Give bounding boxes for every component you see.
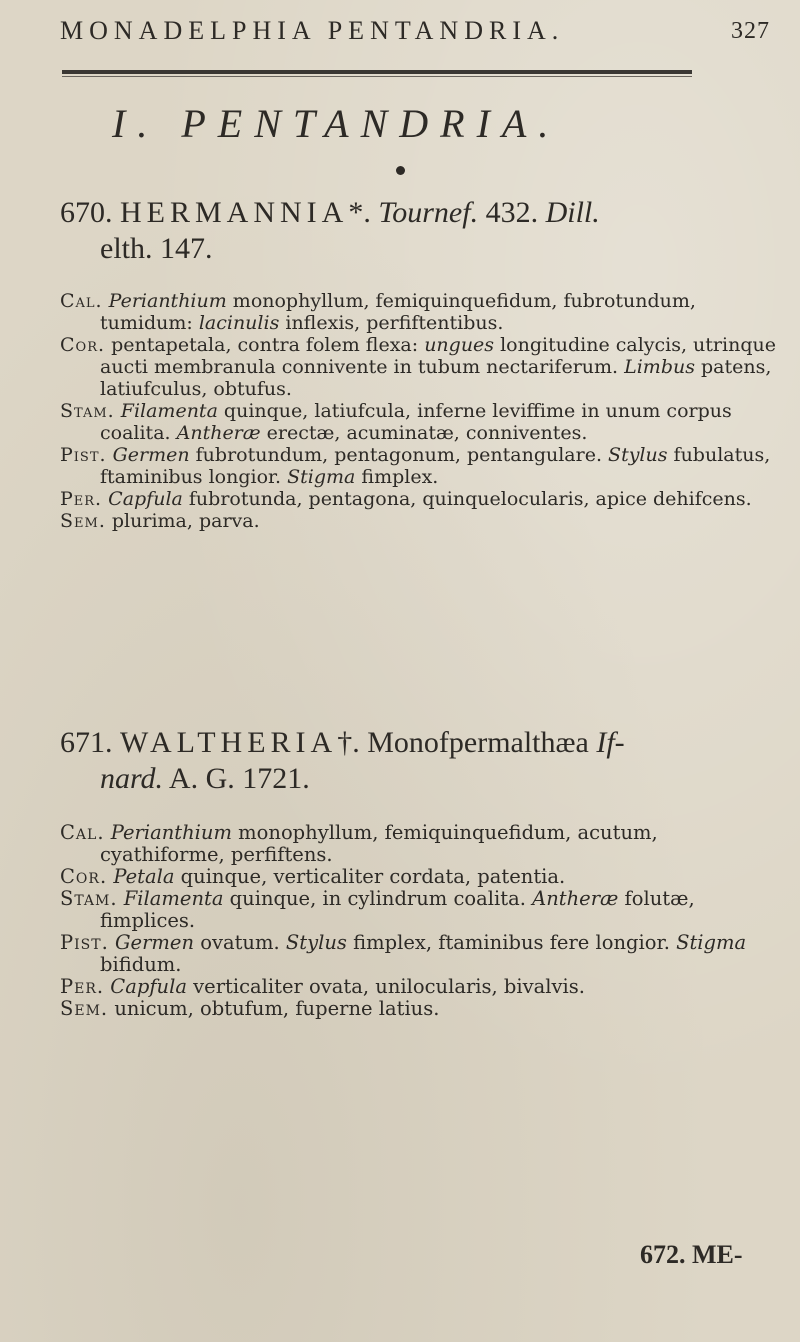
genus-heading <box>60 195 780 267</box>
genus-name: WALTHERIA <box>120 726 338 759</box>
character-pistil: Pist. Germen fubrotundum, pentagonum, pentangulare. Stylus fubulatus, ftaminibus longior. Stigma fimplex. <box>60 444 771 488</box>
genus-characters <box>60 290 780 532</box>
genus-number: 670. <box>60 196 113 229</box>
genus-heading <box>60 725 780 797</box>
character-stamens: Stam. Filamenta quinque, in cylindrum coalita. Antheræ folutæ, fimplices. <box>60 887 695 932</box>
genus-number: 671. <box>60 726 113 759</box>
character-seeds: Sem. plurima, parva. <box>60 510 260 532</box>
character-corolla: Cor. pentapetala, contra folem flexa: ungues longitudine calycis, utrinque aucti membranula connivente in tubum nectariferum. Limbus patens, latiufculus, obtufus. <box>60 334 776 400</box>
header-rule-thin <box>62 76 692 77</box>
genus-mark: †. <box>337 726 360 759</box>
running-head <box>60 16 780 50</box>
header-rule <box>62 70 692 74</box>
genus-reference-continuation: elth. 147. <box>100 232 213 265</box>
ornament-dot <box>396 166 405 175</box>
character-seeds: Sem. unicum, obtufum, fuperne latius. <box>60 997 440 1020</box>
genus-reference-page: 432. <box>485 196 539 229</box>
genus-reference: Monofpermalthæa <box>367 726 589 759</box>
character-stamens: Stam. Filamenta quinque, latiufcula, inferne leviffime in unum corpus coalita. Antheræ erectæ, acuminatæ, conniventes. <box>60 400 732 444</box>
genus-reference-continuation: nard. A. G. 1721. <box>100 762 310 795</box>
genus-reference-2: Dill. <box>545 196 600 229</box>
character-pistil: Pist. Germen ovatum. Stylus fimplex, ftaminibus fere longior. Stigma bifidum. <box>60 931 747 976</box>
character-pericarp: Per. Capfula fubrotunda, pentagona, quinquelocularis, apice dehifcens. <box>60 488 752 510</box>
running-head-title: MONADELPHIA PENTANDRIA. <box>60 16 565 45</box>
character-calyx: Cal. Perianthium monophyllum, femiquinquefidum, acutum, cyathiforme, perfiftens. <box>60 821 658 866</box>
genus-characters <box>60 822 780 1020</box>
page-number: 327 <box>731 18 770 44</box>
character-pericarp: Per. Capfula verticaliter ovata, unilocularis, bivalvis. <box>60 975 585 998</box>
catchword: 672. ME- <box>640 1240 743 1269</box>
genus-name: HERMANNIA <box>120 196 349 229</box>
character-calyx: Cal. Perianthium monophyllum, femiquinquefidum, fubrotundum, tumidum: lacinulis inflexis, perfiftentibus. <box>60 290 696 334</box>
section-title: I. PENTANDRIA. <box>112 101 561 146</box>
genus-reference: Tournef. <box>378 196 479 229</box>
genus-mark: *. <box>348 196 371 229</box>
genus-reference-2: If- <box>596 726 625 759</box>
character-corolla: Cor. Petala quinque, verticaliter cordata, patentia. <box>60 865 566 888</box>
